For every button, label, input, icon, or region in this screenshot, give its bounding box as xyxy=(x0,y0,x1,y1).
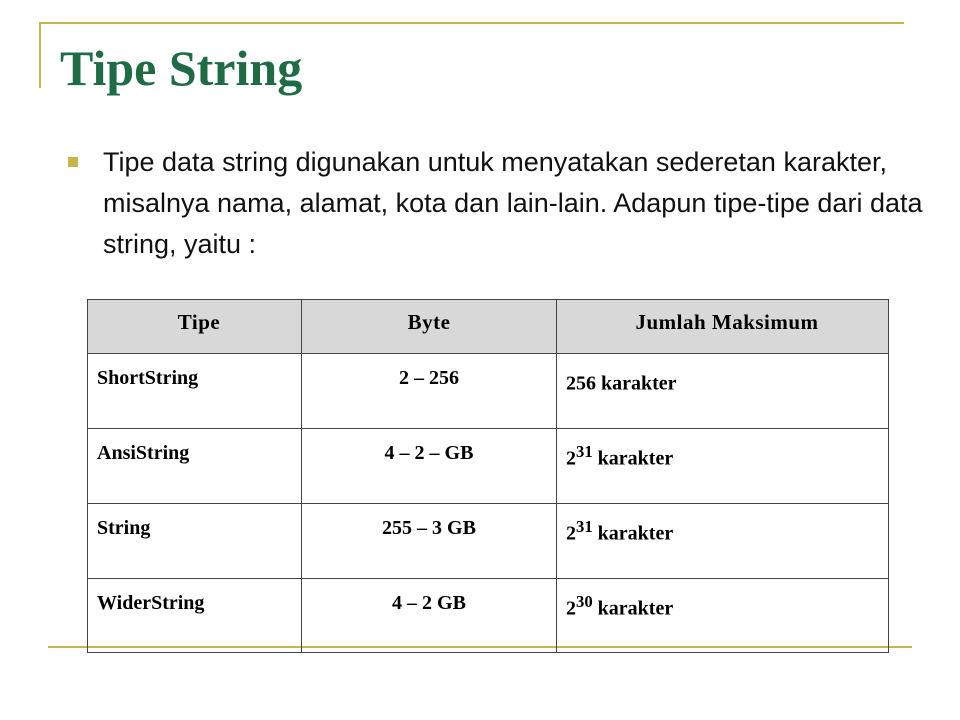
jumlah-exponent: 31 xyxy=(576,442,593,461)
top-rule xyxy=(40,22,904,24)
jumlah-suffix: karakter xyxy=(592,447,674,470)
table-row xyxy=(88,429,889,504)
cell-byte: 255 – 3 GB xyxy=(302,504,557,579)
jumlah-base: 2 xyxy=(566,447,576,470)
slide-title: Tipe String xyxy=(60,40,303,96)
table-header-row xyxy=(88,300,889,354)
header-jumlah-maksimum: Jumlah Maksimum xyxy=(557,300,889,354)
jumlah-base: 256 karakter xyxy=(566,372,677,395)
cell-jumlah xyxy=(557,354,889,429)
cell-byte: 4 – 2 GB xyxy=(302,579,557,653)
header-tipe: Tipe xyxy=(88,300,302,354)
string-types-table xyxy=(87,299,889,653)
table-row xyxy=(88,354,889,429)
jumlah-suffix: karakter xyxy=(592,522,674,545)
cell-jumlah xyxy=(557,579,889,653)
cell-jumlah xyxy=(557,504,889,579)
left-rule xyxy=(39,22,41,88)
square-bullet-icon xyxy=(68,157,78,167)
table-row xyxy=(88,504,889,579)
jumlah-suffix: karakter xyxy=(592,597,674,620)
table-row xyxy=(88,579,889,653)
cell-jumlah xyxy=(557,429,889,504)
cell-tipe: ShortString xyxy=(88,354,302,429)
bullet-text: Tipe data string digunakan untuk menyatakan sederetan karakter, misalnya nama, alamat, kota dan lain-lain. Adapun tipe-tipe dari data string, yaitu : xyxy=(103,147,923,259)
cell-tipe: WiderString xyxy=(88,579,302,653)
jumlah-base: 2 xyxy=(566,597,576,620)
jumlah-exponent: 30 xyxy=(576,592,593,611)
cell-tipe: String xyxy=(88,504,302,579)
cell-byte: 4 – 2 – GB xyxy=(302,429,557,504)
header-byte: Byte xyxy=(302,300,557,354)
cell-tipe: AnsiString xyxy=(88,429,302,504)
jumlah-exponent: 31 xyxy=(576,517,593,536)
jumlah-base: 2 xyxy=(566,522,576,545)
cell-byte: 2 – 256 xyxy=(302,354,557,429)
